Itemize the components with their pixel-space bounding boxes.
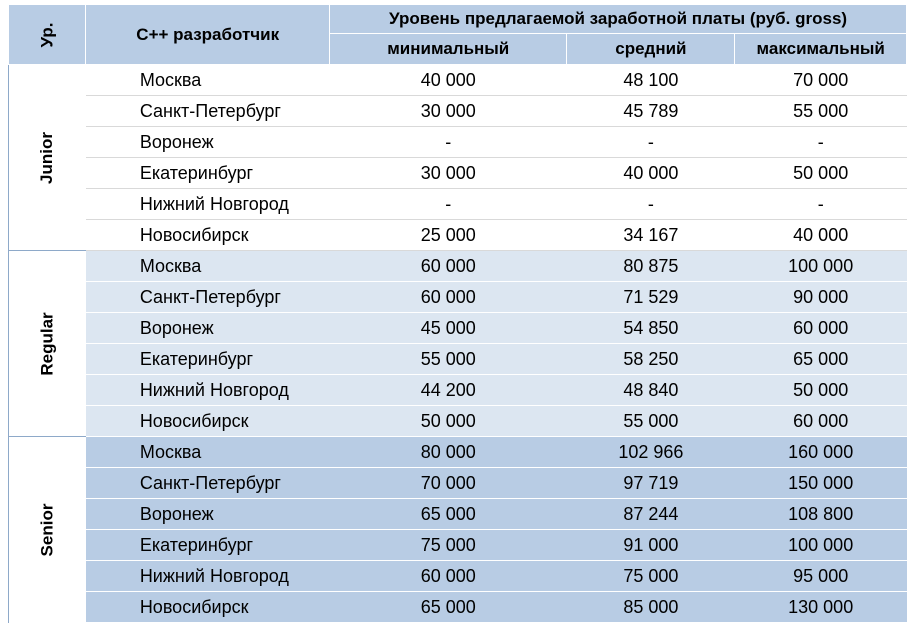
avg-salary-cell: 48 840: [567, 375, 735, 406]
city-cell: Нижний Новгород: [86, 375, 330, 406]
avg-salary-cell: 58 250: [567, 344, 735, 375]
table-row: [9, 127, 907, 158]
max-salary-cell: -: [735, 189, 907, 220]
min-salary-cell: 55 000: [330, 344, 567, 375]
level-group-regular: [9, 251, 86, 437]
max-column-header: максимальный: [735, 34, 907, 65]
avg-salary-cell: -: [567, 189, 735, 220]
table-row: [9, 499, 907, 530]
avg-salary-cell: 87 244: [567, 499, 735, 530]
city-cell: Воронеж: [86, 313, 330, 344]
avg-salary-cell: 91 000: [567, 530, 735, 561]
min-salary-cell: 75 000: [330, 530, 567, 561]
table-row: [9, 468, 907, 499]
level-column-header: [9, 5, 86, 65]
min-salary-cell: 30 000: [330, 158, 567, 189]
table-row: [9, 313, 907, 344]
city-cell: Екатеринбург: [86, 344, 330, 375]
table-row: [9, 561, 907, 592]
avg-salary-cell: 80 875: [567, 251, 735, 282]
min-column-header: минимальный: [330, 34, 567, 65]
avg-salary-cell: 34 167: [567, 220, 735, 251]
max-salary-cell: 50 000: [735, 158, 907, 189]
max-salary-cell: 95 000: [735, 561, 907, 592]
avg-salary-cell: -: [567, 127, 735, 158]
avg-salary-cell: 97 719: [567, 468, 735, 499]
max-salary-cell: -: [735, 127, 907, 158]
table-row: [9, 406, 907, 437]
max-salary-cell: 160 000: [735, 437, 907, 468]
avg-salary-cell: 54 850: [567, 313, 735, 344]
avg-salary-cell: 85 000: [567, 592, 735, 623]
city-cell: Москва: [86, 251, 330, 282]
min-salary-cell: 44 200: [330, 375, 567, 406]
city-cell: Новосибирск: [86, 220, 330, 251]
level-label: Junior: [37, 131, 57, 184]
city-cell: Нижний Новгород: [86, 561, 330, 592]
city-cell: Воронеж: [86, 499, 330, 530]
min-salary-cell: 60 000: [330, 251, 567, 282]
city-cell: Новосибирск: [86, 592, 330, 623]
city-cell: Москва: [86, 65, 330, 96]
max-salary-cell: 55 000: [735, 96, 907, 127]
salary-range-header: Уровень предлагаемой заработной платы (руб. gross): [330, 5, 907, 34]
city-cell: Екатеринбург: [86, 530, 330, 561]
table-row: [9, 220, 907, 251]
level-group-junior: [9, 65, 86, 251]
level-label: Regular: [37, 311, 57, 376]
min-salary-cell: 60 000: [330, 282, 567, 313]
min-salary-cell: 30 000: [330, 96, 567, 127]
avg-salary-cell: 75 000: [567, 561, 735, 592]
salary-table: [8, 4, 907, 623]
avg-column-header: средний: [567, 34, 735, 65]
avg-salary-cell: 71 529: [567, 282, 735, 313]
min-salary-cell: 65 000: [330, 592, 567, 623]
avg-salary-cell: 102 966: [567, 437, 735, 468]
max-salary-cell: 150 000: [735, 468, 907, 499]
avg-salary-cell: 48 100: [567, 65, 735, 96]
city-cell: Нижний Новгород: [86, 189, 330, 220]
min-salary-cell: 65 000: [330, 499, 567, 530]
min-salary-cell: 50 000: [330, 406, 567, 437]
city-cell: Новосибирск: [86, 406, 330, 437]
max-salary-cell: 130 000: [735, 592, 907, 623]
developer-column-header: C++ разработчик: [86, 5, 330, 65]
city-cell: Санкт-Петербург: [86, 96, 330, 127]
avg-salary-cell: 40 000: [567, 158, 735, 189]
table-row: [9, 65, 907, 96]
table-row: [9, 375, 907, 406]
level-header-label: Ур.: [37, 21, 57, 48]
city-cell: Москва: [86, 437, 330, 468]
min-salary-cell: -: [330, 127, 567, 158]
max-salary-cell: 60 000: [735, 313, 907, 344]
avg-salary-cell: 55 000: [567, 406, 735, 437]
table-row: [9, 592, 907, 623]
max-salary-cell: 40 000: [735, 220, 907, 251]
max-salary-cell: 70 000: [735, 65, 907, 96]
table-row: [9, 251, 907, 282]
city-cell: Санкт-Петербург: [86, 468, 330, 499]
table-row: [9, 282, 907, 313]
min-salary-cell: 60 000: [330, 561, 567, 592]
max-salary-cell: 100 000: [735, 530, 907, 561]
table-row: [9, 530, 907, 561]
level-group-senior: [9, 437, 86, 623]
max-salary-cell: 108 800: [735, 499, 907, 530]
table-row: [9, 189, 907, 220]
level-label: Senior: [37, 503, 57, 557]
table-row: [9, 158, 907, 189]
min-salary-cell: 40 000: [330, 65, 567, 96]
table-row: [9, 96, 907, 127]
max-salary-cell: 60 000: [735, 406, 907, 437]
min-salary-cell: 70 000: [330, 468, 567, 499]
min-salary-cell: 25 000: [330, 220, 567, 251]
city-cell: Санкт-Петербург: [86, 282, 330, 313]
table-row: [9, 344, 907, 375]
city-cell: Воронеж: [86, 127, 330, 158]
table-row: [9, 437, 907, 468]
max-salary-cell: 50 000: [735, 375, 907, 406]
table-body: [9, 65, 907, 623]
max-salary-cell: 90 000: [735, 282, 907, 313]
max-salary-cell: 100 000: [735, 251, 907, 282]
min-salary-cell: 45 000: [330, 313, 567, 344]
min-salary-cell: -: [330, 189, 567, 220]
min-salary-cell: 80 000: [330, 437, 567, 468]
city-cell: Екатеринбург: [86, 158, 330, 189]
avg-salary-cell: 45 789: [567, 96, 735, 127]
max-salary-cell: 65 000: [735, 344, 907, 375]
